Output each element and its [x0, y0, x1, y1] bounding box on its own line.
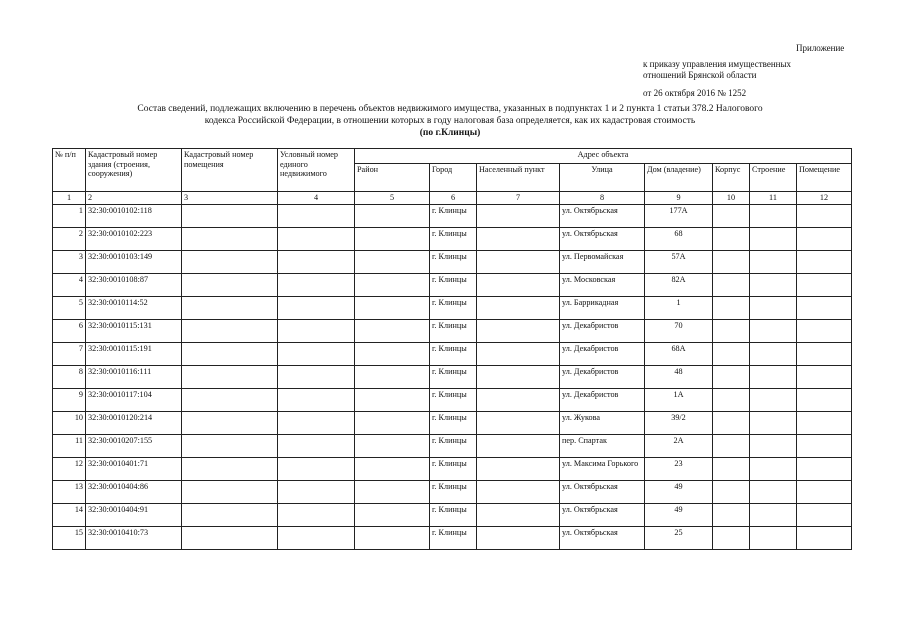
building-cell — [750, 411, 797, 434]
korpus-cell — [713, 457, 750, 480]
house-cell: 82А — [645, 273, 713, 296]
cadastral-number: 32:30:0010102:223 — [86, 227, 182, 250]
house-cell: 48 — [645, 365, 713, 388]
settlement-cell — [477, 503, 560, 526]
row-number: 2 — [53, 227, 86, 250]
district-cell — [355, 319, 430, 342]
room-cell — [797, 434, 852, 457]
col-number: 12 — [797, 192, 852, 205]
room-cad-cell — [182, 319, 278, 342]
room-cell — [797, 204, 852, 227]
korpus-cell — [713, 296, 750, 319]
table-row — [53, 457, 852, 480]
room-cad-cell — [182, 503, 278, 526]
city-cell: г. Клинцы — [430, 434, 477, 457]
cond-num-cell — [278, 250, 355, 273]
col-number: 9 — [645, 192, 713, 205]
header-house: Дом (владение) — [645, 164, 713, 192]
korpus-cell — [713, 273, 750, 296]
room-cad-cell — [182, 457, 278, 480]
row-number: 13 — [53, 480, 86, 503]
cadastral-number: 32:30:0010401:71 — [86, 457, 182, 480]
header-cond-num: Условный номер единого недвижимого — [278, 149, 355, 192]
room-cad-cell — [182, 411, 278, 434]
cadastral-number: 32:30:0010115:131 — [86, 319, 182, 342]
room-cell — [797, 411, 852, 434]
header-settlement: Населенный пункт — [477, 164, 560, 192]
building-cell — [750, 250, 797, 273]
korpus-cell — [713, 434, 750, 457]
settlement-cell — [477, 319, 560, 342]
korpus-cell — [713, 250, 750, 273]
building-cell — [750, 457, 797, 480]
district-cell — [355, 434, 430, 457]
korpus-cell — [713, 526, 750, 549]
room-cell — [797, 296, 852, 319]
header-building: Строение — [750, 164, 797, 192]
district-cell — [355, 296, 430, 319]
house-cell: 49 — [645, 480, 713, 503]
table-body — [53, 204, 852, 549]
room-cad-cell — [182, 250, 278, 273]
building-cell — [750, 342, 797, 365]
cond-num-cell — [278, 227, 355, 250]
order-reference-line2: отношений Брянской области — [643, 70, 757, 80]
city-cell: г. Клинцы — [430, 204, 477, 227]
building-cell — [750, 388, 797, 411]
district-cell — [355, 480, 430, 503]
cond-num-cell — [278, 526, 355, 549]
street-cell: ул. Октябрьская — [560, 526, 645, 549]
cadastral-number: 32:30:0010410:73 — [86, 526, 182, 549]
city-cell: г. Клинцы — [430, 480, 477, 503]
house-cell: 1А — [645, 388, 713, 411]
cond-num-cell — [278, 434, 355, 457]
col-number: 5 — [355, 192, 430, 205]
order-date: от 26 октября 2016 № 1252 — [643, 88, 747, 98]
cadastral-number: 32:30:0010108:87 — [86, 273, 182, 296]
document-title-city: (по г.Клинцы) — [419, 128, 481, 138]
district-cell — [355, 227, 430, 250]
cadastral-number: 32:30:0010114:52 — [86, 296, 182, 319]
cond-num-cell — [278, 388, 355, 411]
col-number: 2 — [86, 192, 182, 205]
col-number: 1 — [53, 192, 86, 205]
house-cell: 70 — [645, 319, 713, 342]
district-cell — [355, 204, 430, 227]
table-row — [53, 526, 852, 549]
district-cell — [355, 526, 430, 549]
col-number: 4 — [278, 192, 355, 205]
building-cell — [750, 204, 797, 227]
row-number: 12 — [53, 457, 86, 480]
city-cell: г. Клинцы — [430, 457, 477, 480]
table-row — [53, 273, 852, 296]
street-cell: ул. Декабристов — [560, 388, 645, 411]
district-cell — [355, 388, 430, 411]
district-cell — [355, 457, 430, 480]
table-row — [53, 434, 852, 457]
col-number: 10 — [713, 192, 750, 205]
room-cell — [797, 365, 852, 388]
room-cell — [797, 480, 852, 503]
row-number: 1 — [53, 204, 86, 227]
table-row — [53, 227, 852, 250]
district-cell — [355, 342, 430, 365]
settlement-cell — [477, 365, 560, 388]
house-cell: 1 — [645, 296, 713, 319]
col-number: 11 — [750, 192, 797, 205]
city-cell: г. Клинцы — [430, 411, 477, 434]
korpus-cell — [713, 365, 750, 388]
house-cell: 39/2 — [645, 411, 713, 434]
room-cell — [797, 526, 852, 549]
korpus-cell — [713, 480, 750, 503]
settlement-cell — [477, 434, 560, 457]
house-cell: 49 — [645, 503, 713, 526]
col-number: 6 — [430, 192, 477, 205]
table-row — [53, 365, 852, 388]
cadastral-number: 32:30:0010120:214 — [86, 411, 182, 434]
cadastral-number: 32:30:0010404:86 — [86, 480, 182, 503]
appendix-label: Приложение — [796, 43, 845, 53]
settlement-cell — [477, 457, 560, 480]
building-cell — [750, 296, 797, 319]
room-cell — [797, 342, 852, 365]
cond-num-cell — [278, 296, 355, 319]
city-cell: г. Клинцы — [430, 388, 477, 411]
room-cad-cell — [182, 365, 278, 388]
cond-num-cell — [278, 457, 355, 480]
street-cell: ул. Жукова — [560, 411, 645, 434]
cond-num-cell — [278, 204, 355, 227]
street-cell: ул. Октябрьская — [560, 204, 645, 227]
house-cell: 177А — [645, 204, 713, 227]
korpus-cell — [713, 342, 750, 365]
header-street: Улица — [560, 164, 645, 192]
property-table — [52, 148, 852, 550]
settlement-cell — [477, 204, 560, 227]
room-cad-cell — [182, 296, 278, 319]
col-number: 7 — [477, 192, 560, 205]
city-cell: г. Клинцы — [430, 365, 477, 388]
row-number: 7 — [53, 342, 86, 365]
cond-num-cell — [278, 273, 355, 296]
cond-num-cell — [278, 503, 355, 526]
settlement-cell — [477, 296, 560, 319]
korpus-cell — [713, 411, 750, 434]
street-cell: ул. Декабристов — [560, 365, 645, 388]
row-number: 15 — [53, 526, 86, 549]
settlement-cell — [477, 526, 560, 549]
city-cell: г. Клинцы — [430, 503, 477, 526]
row-number: 14 — [53, 503, 86, 526]
street-cell: ул. Первомайская — [560, 250, 645, 273]
city-cell: г. Клинцы — [430, 319, 477, 342]
table-row — [53, 480, 852, 503]
settlement-cell — [477, 342, 560, 365]
cadastral-number: 32:30:0010103:149 — [86, 250, 182, 273]
district-cell — [355, 250, 430, 273]
street-cell: ул. Декабристов — [560, 319, 645, 342]
cond-num-cell — [278, 342, 355, 365]
house-cell: 57А — [645, 250, 713, 273]
building-cell — [750, 365, 797, 388]
room-cad-cell — [182, 342, 278, 365]
korpus-cell — [713, 503, 750, 526]
korpus-cell — [713, 227, 750, 250]
building-cell — [750, 273, 797, 296]
row-number: 5 — [53, 296, 86, 319]
room-cell — [797, 250, 852, 273]
room-cad-cell — [182, 388, 278, 411]
building-cell — [750, 480, 797, 503]
col-number: 3 — [182, 192, 278, 205]
street-cell: ул. Октябрьская — [560, 227, 645, 250]
room-cell — [797, 273, 852, 296]
house-cell: 25 — [645, 526, 713, 549]
table-row — [53, 296, 852, 319]
row-number: 10 — [53, 411, 86, 434]
cond-num-cell — [278, 480, 355, 503]
cond-num-cell — [278, 411, 355, 434]
header-city: Город — [430, 164, 477, 192]
cond-num-cell — [278, 319, 355, 342]
room-cad-cell — [182, 480, 278, 503]
room-cad-cell — [182, 434, 278, 457]
city-cell: г. Клинцы — [430, 342, 477, 365]
row-number: 3 — [53, 250, 86, 273]
street-cell: ул. Декабристов — [560, 342, 645, 365]
settlement-cell — [477, 250, 560, 273]
city-cell: г. Клинцы — [430, 526, 477, 549]
room-cell — [797, 457, 852, 480]
header-room: Помещение — [797, 164, 852, 192]
street-cell: ул. Московская — [560, 273, 645, 296]
house-cell: 68А — [645, 342, 713, 365]
room-cad-cell — [182, 227, 278, 250]
room-cell — [797, 319, 852, 342]
house-cell: 23 — [645, 457, 713, 480]
header-cad-building: Кадастровый номер здания (строения, сооружения) — [86, 149, 182, 192]
house-cell: 2А — [645, 434, 713, 457]
col-number: 8 — [560, 192, 645, 205]
header-num: № п/п — [53, 149, 86, 192]
building-cell — [750, 434, 797, 457]
korpus-cell — [713, 204, 750, 227]
table-row — [53, 411, 852, 434]
table-row — [53, 319, 852, 342]
city-cell: г. Клинцы — [430, 250, 477, 273]
order-reference-line1: к приказу управления имущественных — [643, 59, 792, 69]
cadastral-number: 32:30:0010116:111 — [86, 365, 182, 388]
row-number: 4 — [53, 273, 86, 296]
cadastral-number: 32:30:0010404:91 — [86, 503, 182, 526]
room-cell — [797, 503, 852, 526]
city-cell: г. Клинцы — [430, 273, 477, 296]
district-cell — [355, 503, 430, 526]
cadastral-number: 32:30:0010115:191 — [86, 342, 182, 365]
district-cell — [355, 273, 430, 296]
cadastral-number: 32:30:0010117:104 — [86, 388, 182, 411]
cond-num-cell — [278, 365, 355, 388]
document-title-line1: Состав сведений, подлежащих включению в перечень объектов недвижимого имущества, указанных в подпунктах 1 и 2 пункта 1 статьи 378.2 Налогового — [137, 104, 763, 114]
street-cell: ул. Октябрьская — [560, 480, 645, 503]
building-cell — [750, 227, 797, 250]
district-cell — [355, 411, 430, 434]
city-cell: г. Клинцы — [430, 296, 477, 319]
table-row — [53, 204, 852, 227]
table-row — [53, 342, 852, 365]
settlement-cell — [477, 388, 560, 411]
row-number: 9 — [53, 388, 86, 411]
building-cell — [750, 526, 797, 549]
header-address: Адрес объекта — [355, 149, 852, 164]
district-cell — [355, 365, 430, 388]
building-cell — [750, 503, 797, 526]
settlement-cell — [477, 411, 560, 434]
settlement-cell — [477, 480, 560, 503]
table-row — [53, 388, 852, 411]
room-cell — [797, 388, 852, 411]
street-cell: ул. Октябрьская — [560, 503, 645, 526]
house-cell: 68 — [645, 227, 713, 250]
korpus-cell — [713, 388, 750, 411]
settlement-cell — [477, 273, 560, 296]
table-row — [53, 503, 852, 526]
room-cad-cell — [182, 273, 278, 296]
row-number: 11 — [53, 434, 86, 457]
street-cell: ул. Баррикадная — [560, 296, 645, 319]
row-number: 8 — [53, 365, 86, 388]
room-cad-cell — [182, 204, 278, 227]
building-cell — [750, 319, 797, 342]
header-korpus: Корпус — [713, 164, 750, 192]
row-number: 6 — [53, 319, 86, 342]
korpus-cell — [713, 319, 750, 342]
cadastral-number: 32:30:0010102:118 — [86, 204, 182, 227]
street-cell: пер. Спартак — [560, 434, 645, 457]
city-cell: г. Клинцы — [430, 227, 477, 250]
table-row — [53, 250, 852, 273]
room-cad-cell — [182, 526, 278, 549]
settlement-cell — [477, 227, 560, 250]
header-cad-room: Кадастровый номер помещения — [182, 149, 278, 192]
header-district: Район — [355, 164, 430, 192]
document-title-line2: кодекса Российской Федерации, в отношении которых в году налоговая база определяется, как их кадастровая стоимость — [204, 116, 696, 126]
street-cell: ул. Максима Горького — [560, 457, 645, 480]
room-cell — [797, 227, 852, 250]
cadastral-number: 32:30:0010207:155 — [86, 434, 182, 457]
